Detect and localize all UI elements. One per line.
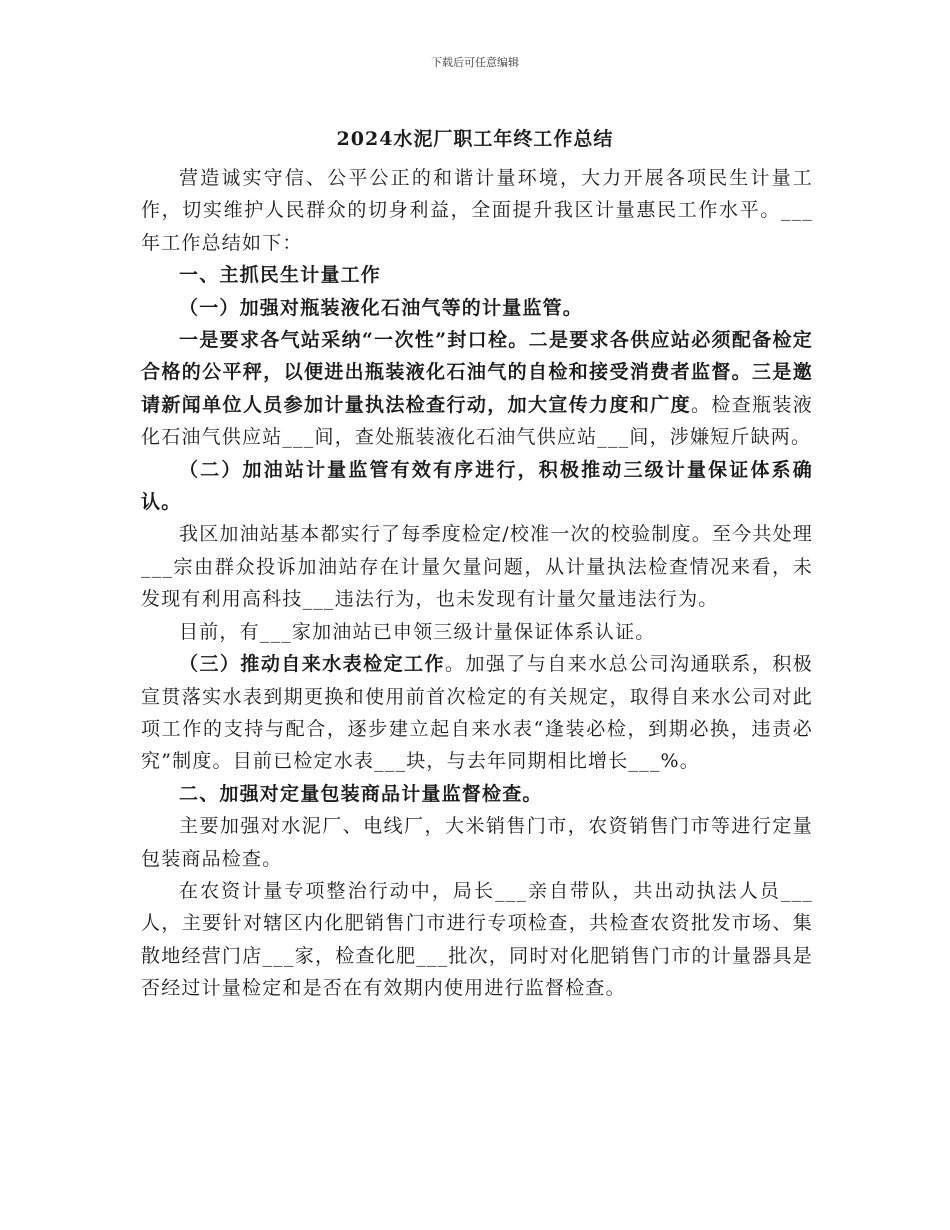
subsection-heading-1-3: （三）推动自来水表检定工作	[179, 653, 445, 676]
subsection-1-3-rest: 。加强了与自来水总公司沟通联系，积极宣贯落实水表到期更换和使用前首次检定的有关规定，取得自来水公司对此项工作的支持与配合，逐步建立起自来水表“逢装必检，到期必换，违责必究”制度。目前已检定水表___块，与去年同期相比增长___%。	[141, 653, 813, 773]
section-heading-2: 二、加强对定量包装商品计量监督检查。	[179, 782, 543, 805]
page-header-note: 下载后可任意编辑	[431, 56, 519, 69]
paragraph-5: 在农资计量专项整治行动中，局长___亲自带队，共出动执法人员___人，主要针对辖区内化肥销售门市进行专项检查，共检查农资批发市场、集散地经营门店___家，检查化肥___批次，同时对化肥销售门市的计量器具是否经过计量检定和是否在有效期内使用进行监督检查。	[141, 879, 813, 1000]
document-title: 2024水泥厂职工年终工作总结	[336, 128, 614, 150]
subsection-heading-1-2: （二）加油站计量监管有效有序进行，积极推动三级计量保证体系确认。	[141, 458, 813, 514]
paragraph-2: 我区加油站基本都实行了每季度检定/校准一次的校验制度。至今共处理___宗由群众投诉加油站存在计量欠量问题，从计量执法检查情况来看，未发现有利用高科技___违法行为，也未发现有计量欠量违法行为。	[141, 523, 813, 611]
intro-paragraph: 营造诚实守信、公平公正的和谐计量环境，大力开展各项民生计量工作，切实维护人民群众的切身利益，全面提升我区计量惠民工作水平。___年工作总结如下：	[141, 167, 813, 254]
subsection-heading-1-1: （一）加强对瓶装液化石油气等的计量监管。	[179, 296, 584, 319]
paragraph-3: 目前，有___家加油站已申领三级计量保证体系认证。	[179, 620, 656, 643]
paragraph-1-rest: 。检查瓶装液化石油气供应站___间，查处瓶装液化石油气供应站___间，涉嫌短斤缺两。	[141, 393, 813, 449]
paragraph-4: 主要加强对水泥厂、电线厂，大米销售门市，农资销售门市等进行定量包装商品检查。	[141, 815, 813, 870]
subsection-1-3-paragraph	[141, 648, 813, 778]
document-body	[141, 162, 813, 1005]
section-heading-1: 一、主抓民生计量工作	[179, 264, 382, 287]
paragraph-1-bold: 一是要求各气站采纳“一次性”封口栓。二是要求各供应站必须配备检定合格的公平秤，以便进出瓶装液化石油气的自检和接受消费者监督。三是邀请新闻单位人员参加计量执法检查行动，加大宣传力度和广度	[141, 329, 813, 416]
paragraph-1	[141, 324, 813, 454]
